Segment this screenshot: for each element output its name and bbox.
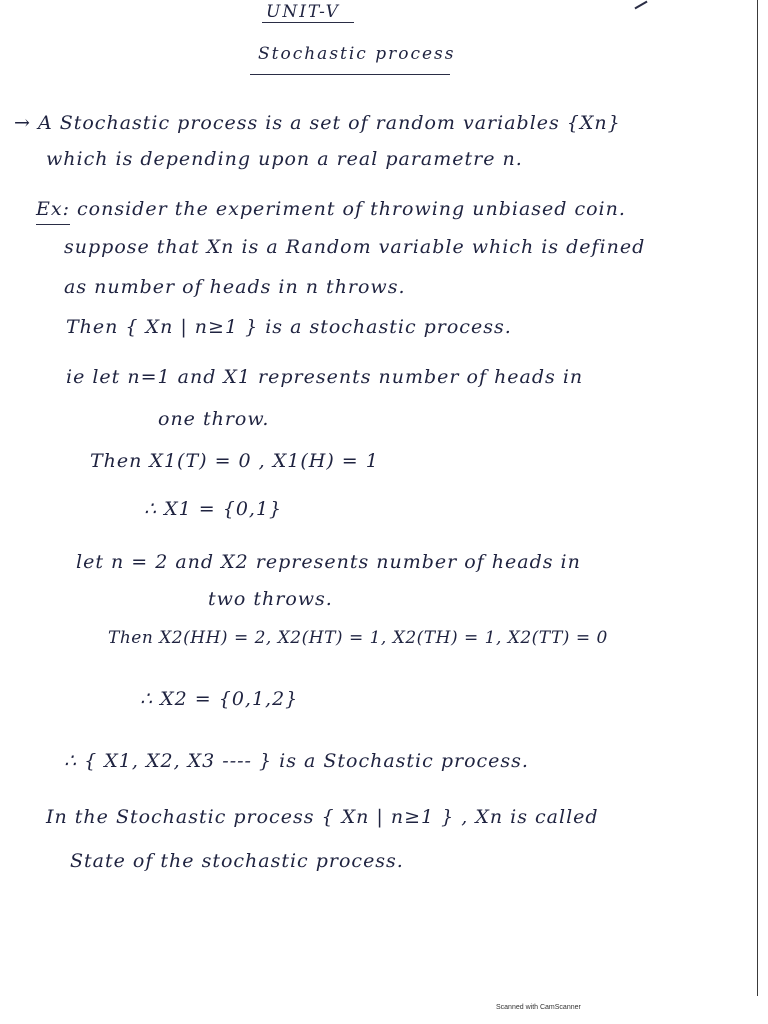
topic-heading: Stochastic process — [258, 44, 456, 64]
example-label-underline — [36, 224, 70, 225]
example-line-2: suppose that Xn is a Random variable which is defined — [64, 236, 646, 258]
case-one-line-2: one throw. — [158, 408, 270, 430]
case-two-line-1: let n = 2 and X2 represents number of heads in — [76, 551, 581, 573]
page-edge-rule — [757, 0, 758, 996]
scanner-watermark: Scanned with CamScanner — [496, 1004, 581, 1011]
unit-heading: UNIT-V — [266, 2, 340, 22]
corner-tick-mark — [634, 1, 647, 10]
state-definition-line-1: In the Stochastic process { Xn | n≥1 } , Xn is called — [46, 806, 599, 828]
case-two-line-2: two throws. — [208, 588, 333, 610]
example-line-1: Ex: consider the experiment of throwing unbiased coin. — [36, 198, 626, 220]
case-one-line-1: ie let n=1 and X1 represents number of heads in — [66, 366, 584, 388]
case-one-values: Then X1(T) = 0 , X1(H) = 1 — [90, 450, 379, 472]
unit-heading-underline — [262, 22, 354, 23]
definition-line-2: which is depending upon a real parametre n. — [46, 148, 523, 170]
state-definition-line-2: State of the stochastic process. — [70, 850, 404, 872]
sequence-statement: ∴ { X1, X2, X3 ---- } is a Stochastic process. — [64, 750, 529, 772]
definition-line-1: → A Stochastic process is a set of random variables {Xn} — [14, 112, 621, 134]
case-two-set: ∴ X2 = {0,1,2} — [140, 688, 299, 710]
case-two-values: Then X2(HH) = 2, X2(HT) = 1, X2(TH) = 1, X2(TT) = 0 — [108, 628, 608, 648]
example-line-3: as number of heads in n throws. — [64, 276, 406, 298]
topic-heading-underline — [250, 74, 450, 75]
example-line-4: Then { Xn | n≥1 } is a stochastic process. — [66, 316, 512, 338]
case-one-set: ∴ X1 = {0,1} — [144, 498, 283, 520]
